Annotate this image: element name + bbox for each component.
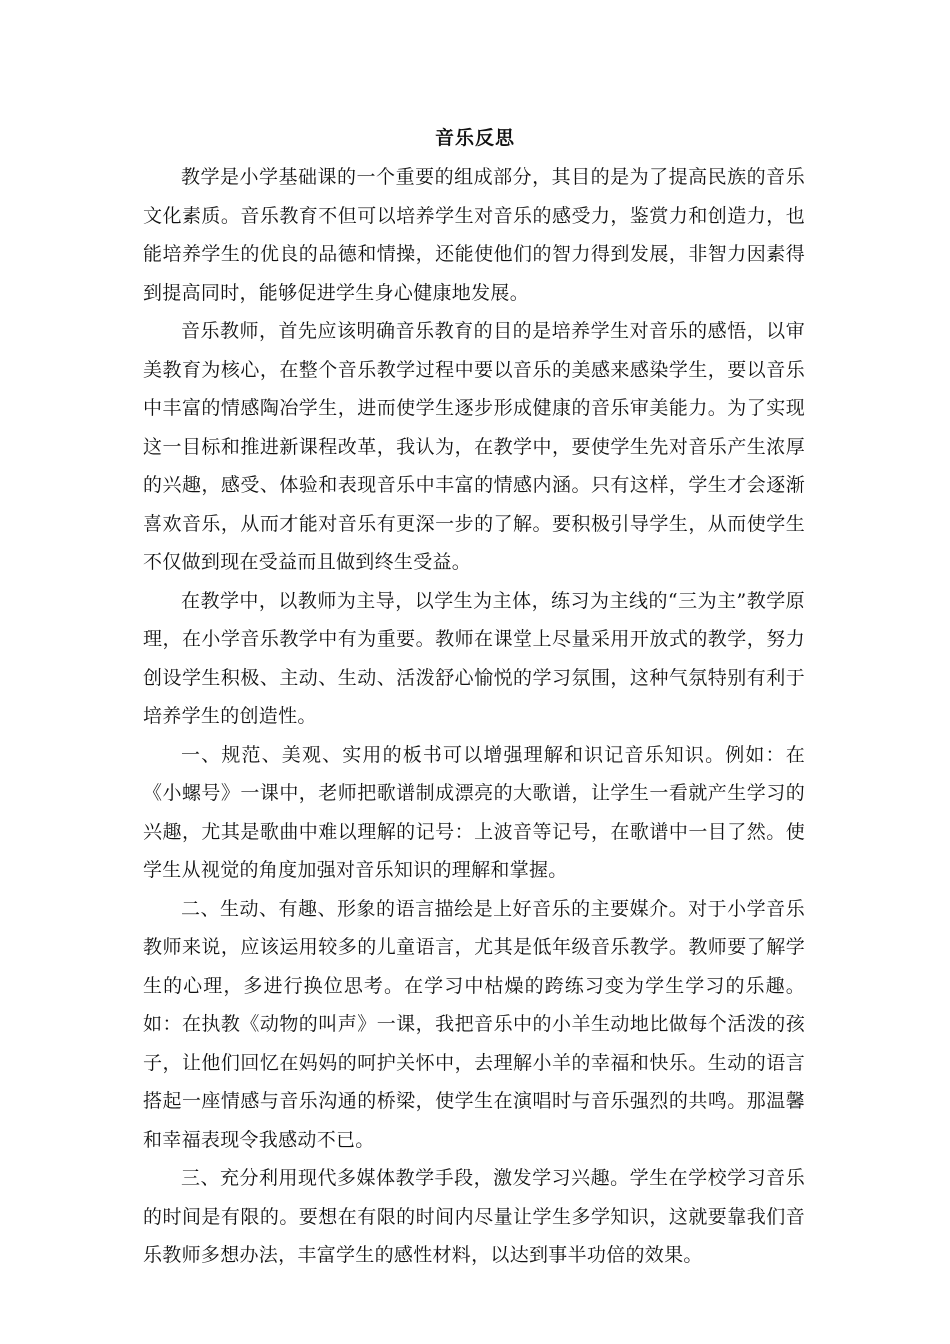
page-title: 音乐反思 <box>434 127 515 149</box>
document-body <box>143 158 805 1275</box>
paragraph-point-three: 三、充分利用现代多媒体教学手段，激发学习兴趣。学生在学校学习音乐的时间是有限的。要想在有限的时间内尽量让学生多学知识，这就要靠我们音乐教师多想办法，丰富学生的感性材料，以达到事半功倍的效果。 <box>143 1167 805 1266</box>
paragraph-point-one: 一、规范、美观、实用的板书可以增强理解和识记音乐知识。例如：在《小螺号》一课中，老师把歌谱制成漂亮的大歌谱，让学生一看就产生学习的兴趣，尤其是歌曲中难以理解的记号：上波音等记号，在歌谱中一目了然。使学生从视觉的角度加强对音乐知识的理解和掌握。 <box>143 743 805 881</box>
paragraph-intro: 教学是小学基础课的一个重要的组成部分，其目的是为了提高民族的音乐文化素质。音乐教育不但可以培养学生对音乐的感受力，鉴赏力和创造力，也能培养学生的优良的品德和情操，还能使他们的智力得到发展，非智力因素得到提高同时，能够促进学生身心健康地发展。 <box>143 166 805 304</box>
paragraph-point-two: 二、生动、有趣、形象的语言描绘是上好音乐的主要媒介。对于小学音乐教师来说，应该运用较多的儿童语言，尤其是低年级音乐教学。教师要了解学生的心理，多进行换位思考。在学习中枯燥的跨练习变为学生学习的乐趣。如：在执教《动物的叫声》一课，我把音乐中的小羊生动地比做每个活泼的孩子，让他们回忆在妈妈的呵护关怀中，去理解小羊的幸福和快乐。生动的语言搭起一座情感与音乐沟通的桥梁，使学生在演唱时与音乐强烈的共鸣。那温馨和幸福表现令我感动不已。 <box>143 897 805 1151</box>
paragraph-teacher-goals: 音乐教师，首先应该明确音乐教育的目的是培养学生对音乐的感悟，以审美教育为核心，在整个音乐教学过程中要以音乐的美感来感染学生，要以音乐中丰富的情感陶冶学生，进而使学生逐步形成健康的音乐审美能力。为了实现这一目标和推进新课程改革，我认为，在教学中，要使学生先对音乐产生浓厚的兴趣，感受、体验和表现音乐中丰富的情感内涵。只有这样，学生才会逐渐喜欢音乐，从而才能对音乐有更深一步的了解。要积极引导学生，从而使学生不仅做到现在受益而且做到终生受益。 <box>143 320 805 573</box>
paragraph-three-principles: 在教学中，以教师为主导，以学生为主体，练习为主线的“三为主”教学原理，在小学音乐教学中有为重要。教师在课堂上尽量采用开放式的教学，努力创设学生积极、主动、生动、活泼舒心愉悦的学习氛围，这种气氛特别有利于培养学生的创造性。 <box>143 589 805 727</box>
